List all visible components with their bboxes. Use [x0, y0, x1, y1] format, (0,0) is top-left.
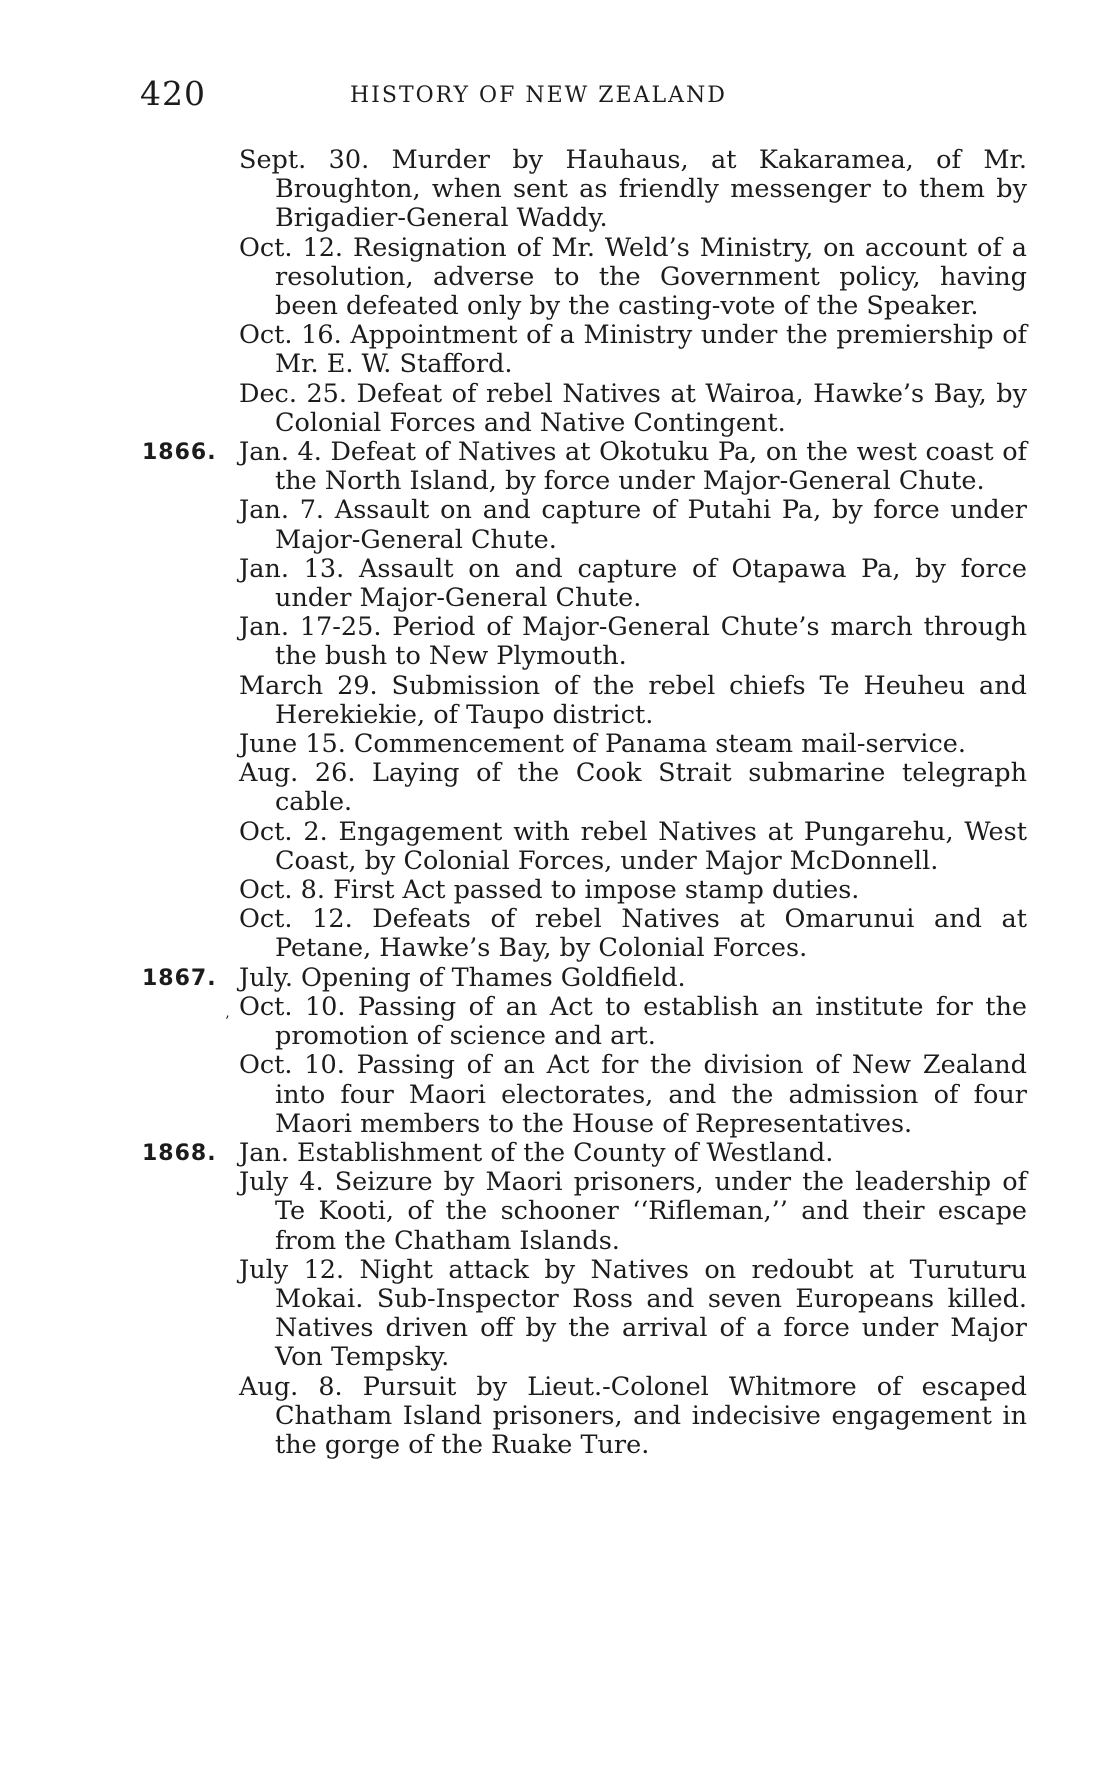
entry-text: Oct. 2. Engagement with rebel Natives at Pungarehu, West Coast, by Colonial Forces, under Major McDonnell.: [239, 816, 1027, 876]
chronology-entry: [239, 876, 1027, 905]
entry-text: Aug. 26. Laying of the Cook Strait submarine telegraph cable.: [239, 758, 1027, 818]
chronology-entry: [239, 555, 1027, 613]
entry-text: Oct. 10. Passing of an Act to establish an institute for the promotion of science and art.: [239, 991, 1027, 1052]
chronology-entry: [239, 905, 1027, 963]
entry-text: Jan. 7. Assault on and capture of Putahi Pa, by force under Major-General Chute.: [239, 495, 1027, 555]
chronology-entry: [239, 1051, 1027, 1139]
chronology-entry: [239, 1256, 1027, 1373]
entry-text: July. Opening of Thames Goldfield.: [239, 962, 686, 993]
entry-text: Sept. 30. Murder by Hauhaus, at Kakaramea, of Mr. Broughton, when sent as friendly messenger to them by Brigadier-General Waddy.: [239, 145, 1027, 234]
chronology-entry: [239, 321, 1027, 379]
page-number: 420: [140, 74, 206, 113]
chronology-entry: [239, 672, 1027, 730]
entry-text: Oct. 16. Appointment of a Ministry under the premiership of Mr. E. W. Stafford.: [239, 320, 1027, 380]
year-label: 1867.: [142, 965, 217, 991]
chronology-entry: [239, 818, 1027, 876]
chronology-entry: [239, 1168, 1027, 1256]
entry-text: July 12. Night attack by Natives on redoubt at Turuturu Mokai. Sub-Inspector Ross and seven Europeans killed. Natives driven off by the arrival of a force under Major Von Tempsky.: [239, 1254, 1027, 1373]
entry-text: Jan. Establishment of the County of Westland.: [239, 1137, 834, 1168]
entry-text: Jan. 17-25. Period of Major-General Chute’s march through the bush to New Plymouth.: [239, 612, 1027, 672]
chronology-entry: [239, 759, 1027, 817]
entry-text: Aug. 8. Pursuit by Lieut.-Colonel Whitmore of escaped Chatham Island prisoners, and indecisive engagement in the gorge of the Ruake Ture.: [239, 1371, 1027, 1460]
chronology-entry: [239, 1373, 1027, 1461]
entry-text: Oct. 12. Defeats of rebel Natives at Omarunui and at Petane, Hawke’s Bay, by Colonial Forces.: [239, 904, 1027, 964]
chronology-entry: [142, 1137, 1027, 1168]
chronology-entry: [239, 613, 1027, 671]
year-label: 1868.: [142, 1140, 217, 1166]
running-head: HISTORY OF NEW ZEALAND: [350, 83, 727, 108]
entry-text: Oct. 12. Resignation of Mr. Weld’s Ministry, on account of a resolution, adverse to the Government policy, having been defeated only by the casting-vote of the Speaker.: [239, 232, 1027, 322]
chronology-entry: [239, 380, 1027, 438]
entry-text: Dec. 25. Defeat of rebel Natives at Wairoa, Hawke’s Bay, by Colonial Forces and Native Contingent.: [239, 378, 1027, 438]
chronology-entry: [239, 496, 1027, 554]
page-header: [140, 74, 1000, 113]
entry-text: Jan. 4. Defeat of Natives at Okotuku Pa, on the west coast of the North Island, by force under Major-General Chute.: [239, 437, 1027, 497]
entry-text: June 15. Commencement of Panama steam mail-service.: [239, 729, 966, 760]
entry-text: Oct. 10. Passing of an Act for the division of New Zealand into four Maori electorates, and the admission of four Maori members to the House of Representatives.: [239, 1050, 1027, 1139]
chronology-entry: [239, 234, 1027, 322]
chronology-entry: [142, 962, 1027, 993]
chronology-list: [0, 146, 1114, 1460]
chronology-entry: [239, 146, 1027, 234]
year-label: 1866.: [142, 440, 217, 466]
chronology-entry: [142, 437, 1027, 497]
entry-text: March 29. Submission of the rebel chiefs Te Heuheu and Herekiekie, of Taupo district.: [239, 670, 1027, 730]
entry-text: July 4. Seizure by Maori prisoners, under the leadership of Te Kooti, of the schooner ‘‘Rifleman,’’ and their escape from the Chatham Islands.: [239, 1167, 1027, 1256]
chronology-entry: [225, 991, 1027, 1052]
chronology-entry: [239, 730, 1027, 759]
entry-text: Oct. 8. First Act passed to impose stamp duties.: [239, 875, 860, 906]
print-speck: ’: [225, 1013, 230, 1030]
entry-text: Jan. 13. Assault on and capture of Otapawa Pa, by force under Major-General Chute.: [239, 553, 1027, 614]
